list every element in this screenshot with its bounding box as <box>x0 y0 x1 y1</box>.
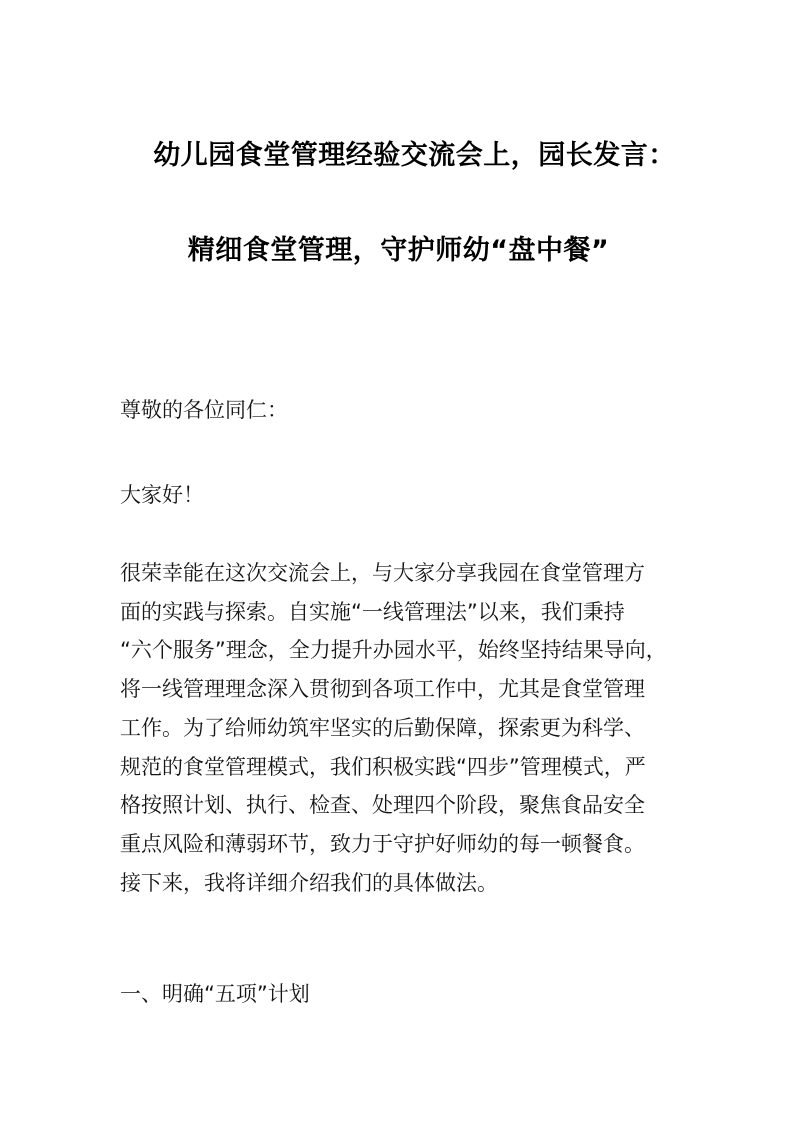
paragraph-line: 很荣幸能在这次交流会上，与大家分享我园在食堂管理方 <box>120 561 645 585</box>
paragraph-line: 接下来，我将详细介绍我们的具体做法。 <box>120 870 498 895</box>
salutation: 尊敬的各位同仁： <box>120 398 288 422</box>
paragraph-line: 将一线管理理念深入贯彻到各项工作中，尤其是食堂管理 <box>120 677 645 702</box>
document-title-line-2: 精细食堂管理，守护师幼“盘中餐” <box>187 235 610 266</box>
intro-paragraph <box>120 554 700 902</box>
paragraph-line: “六个服务”理念，全力提升办园水平，始终坚持结果导向， <box>120 638 667 663</box>
section-heading: 一、明确“五项”计划 <box>120 982 310 1006</box>
paragraph-line: 重点风险和薄弱环节，致力于守护好师幼的每一顿餐食。 <box>120 831 645 856</box>
greeting: 大家好！ <box>120 483 204 507</box>
paragraph-line: 规范的食堂管理模式，我们积极实践“四步”管理模式，严 <box>120 754 646 779</box>
paragraph-line: 工作。为了给师幼筑牢坚实的后勤保障，探索更为科学、 <box>120 715 645 740</box>
document-title-line-1: 幼儿园食堂管理经验交流会上，园长发言： <box>153 140 676 171</box>
paragraph-line: 面的实践与探索。自实施“一线管理法”以来，我们秉持 <box>120 599 625 624</box>
paragraph-line: 格按照计划、执行、检查、处理四个阶段，聚焦食品安全 <box>120 793 645 818</box>
